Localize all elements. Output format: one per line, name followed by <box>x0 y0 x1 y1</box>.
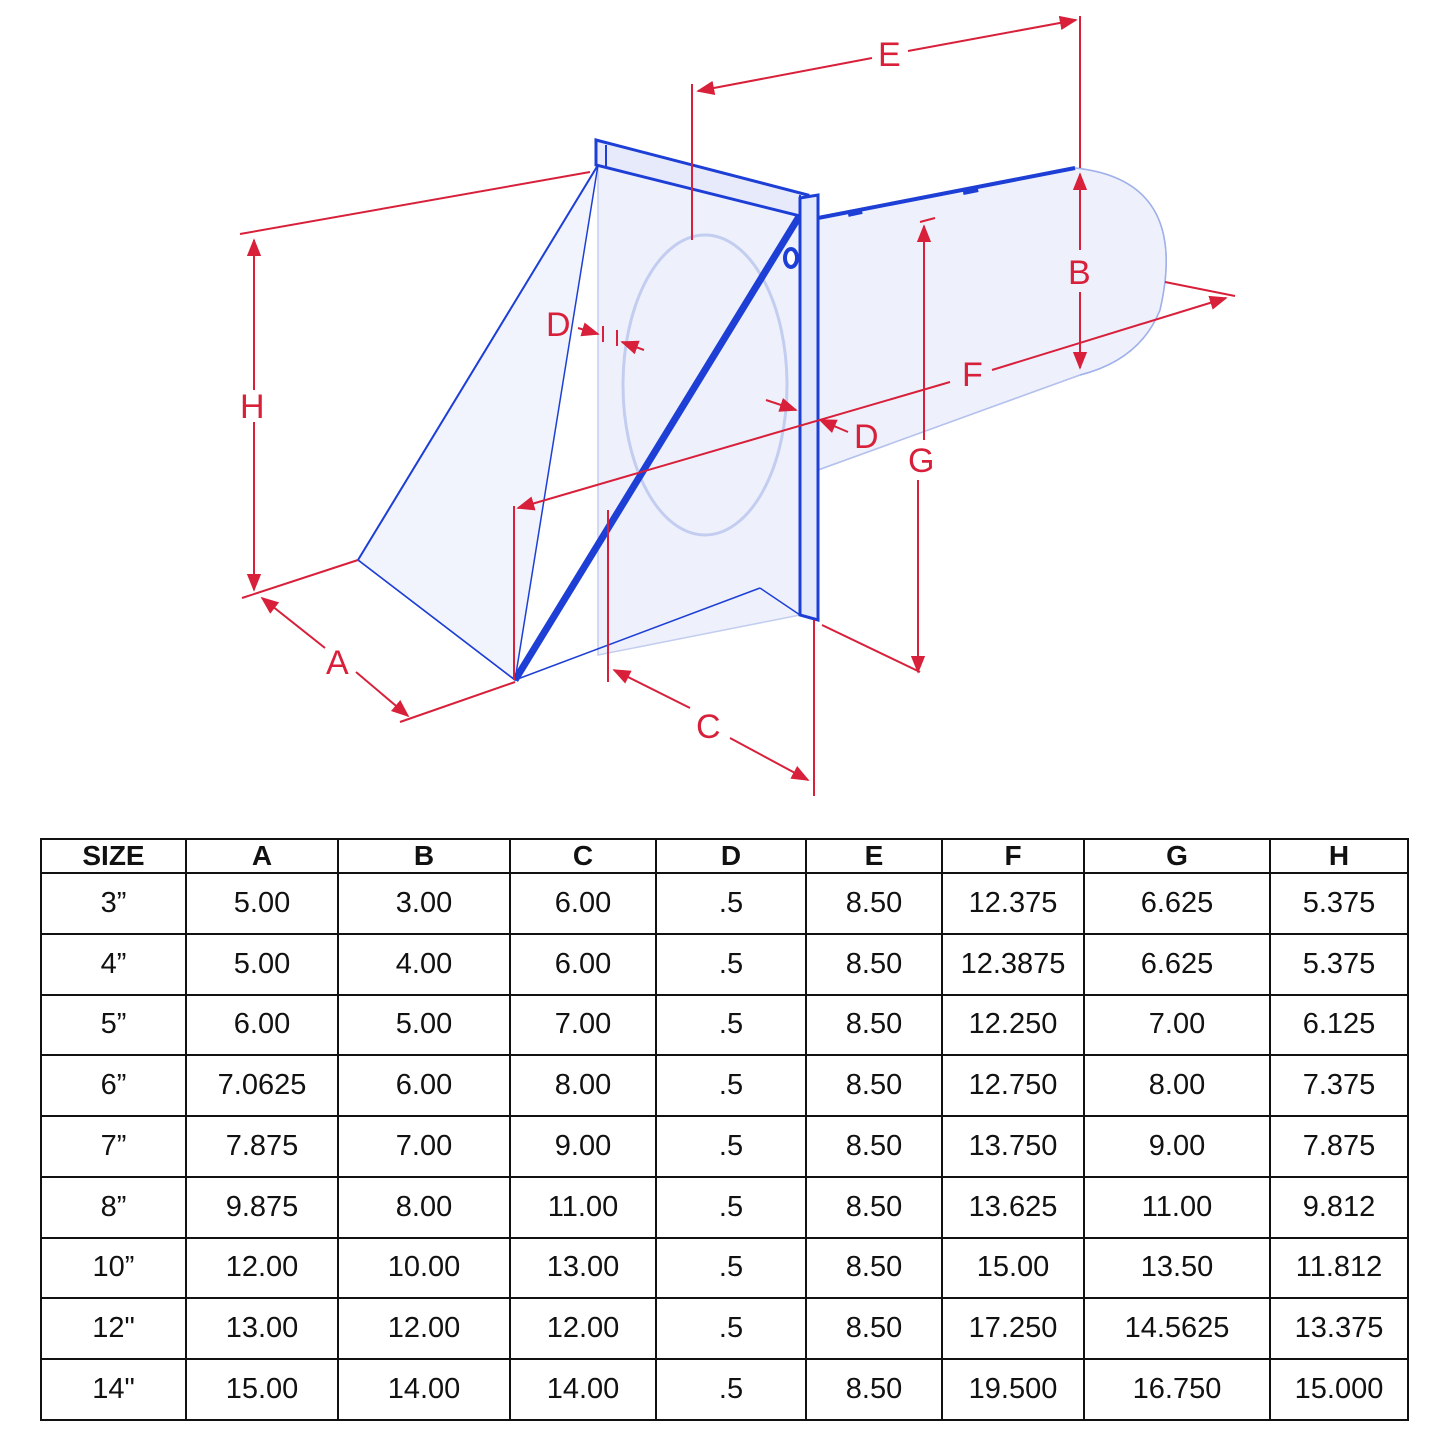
table-cell-h: 11.812 <box>1270 1238 1408 1299</box>
table-row <box>41 1055 1408 1116</box>
table-cell-h: 5.375 <box>1270 934 1408 995</box>
table-cell-e: 8.50 <box>806 1177 942 1238</box>
table-row <box>41 1177 1408 1238</box>
header-size: SIZE <box>41 839 186 873</box>
a-extension <box>400 682 515 722</box>
header-f: F <box>942 839 1084 873</box>
table-cell-g: 8.00 <box>1084 1055 1270 1116</box>
table-cell-h: 7.875 <box>1270 1116 1408 1177</box>
table-cell-d: .5 <box>656 1116 806 1177</box>
table-cell-d: .5 <box>656 1177 806 1238</box>
mounting-plate <box>598 165 800 655</box>
table-row <box>41 873 1408 934</box>
table-cell-c: 8.00 <box>510 1055 656 1116</box>
table-cell-h: 15.000 <box>1270 1359 1408 1420</box>
table-cell-a: 7.0625 <box>186 1055 338 1116</box>
table-cell-f: 12.250 <box>942 995 1084 1056</box>
table-cell-d: .5 <box>656 1298 806 1359</box>
h-extension-bottom <box>242 560 358 598</box>
table-cell-a: 12.00 <box>186 1238 338 1299</box>
table-cell-a: 9.875 <box>186 1177 338 1238</box>
table-cell-f: 12.375 <box>942 873 1084 934</box>
table-cell-d: .5 <box>656 1055 806 1116</box>
table-cell-h: 6.125 <box>1270 995 1408 1056</box>
label-a: A <box>326 644 349 682</box>
a-arrow-bottom <box>356 672 408 716</box>
hinge-bolt <box>785 249 797 267</box>
table-cell-g: 14.5625 <box>1084 1298 1270 1359</box>
table-row <box>41 1238 1408 1299</box>
label-c: C <box>696 708 721 746</box>
table-cell-d: .5 <box>656 873 806 934</box>
g-extension-bottom <box>822 625 920 672</box>
table-cell-d: .5 <box>656 1359 806 1420</box>
table-cell-e: 8.50 <box>806 934 942 995</box>
label-h: H <box>240 388 265 426</box>
table-cell-g: 6.625 <box>1084 934 1270 995</box>
header-g: G <box>1084 839 1270 873</box>
table-cell-e: 8.50 <box>806 995 942 1056</box>
table-cell-d: .5 <box>656 1238 806 1299</box>
table-cell-f: 12.3875 <box>942 934 1084 995</box>
wall-flange <box>800 195 818 620</box>
header-h: H <box>1270 839 1408 873</box>
label-e: E <box>878 36 901 74</box>
table-cell-f: 12.750 <box>942 1055 1084 1116</box>
table-cell-h: 7.375 <box>1270 1055 1408 1116</box>
table-cell-size: 4” <box>41 934 186 995</box>
table-cell-size: 12" <box>41 1298 186 1359</box>
table-cell-b: 3.00 <box>338 873 510 934</box>
header-c: C <box>510 839 656 873</box>
table-cell-e: 8.50 <box>806 1055 942 1116</box>
table-cell-g: 9.00 <box>1084 1116 1270 1177</box>
table-cell-b: 10.00 <box>338 1238 510 1299</box>
table-cell-c: 7.00 <box>510 995 656 1056</box>
table-cell-h: 5.375 <box>1270 873 1408 934</box>
label-g: G <box>908 442 935 480</box>
table-header-row <box>41 839 1408 873</box>
h-extension-top <box>240 172 590 234</box>
table-cell-g: 13.50 <box>1084 1238 1270 1299</box>
table-cell-g: 11.00 <box>1084 1177 1270 1238</box>
d-top-arrow-in <box>578 328 598 334</box>
c-arrow-right <box>730 738 808 780</box>
table-cell-b: 14.00 <box>338 1359 510 1420</box>
label-d-bottom: D <box>854 418 879 456</box>
table-cell-b: 5.00 <box>338 995 510 1056</box>
e-arrow-right <box>908 20 1076 51</box>
table-cell-e: 8.50 <box>806 873 942 934</box>
table-cell-g: 6.625 <box>1084 873 1270 934</box>
table-cell-g: 16.750 <box>1084 1359 1270 1420</box>
table-cell-h: 9.812 <box>1270 1177 1408 1238</box>
table-cell-a: 13.00 <box>186 1298 338 1359</box>
table-cell-d: .5 <box>656 995 806 1056</box>
header-a: A <box>186 839 338 873</box>
f-extension-right <box>1165 282 1235 296</box>
e-arrow-left <box>698 58 872 91</box>
table-cell-a: 5.00 <box>186 934 338 995</box>
table-row <box>41 1298 1408 1359</box>
table-cell-f: 17.250 <box>942 1298 1084 1359</box>
table-cell-f: 13.625 <box>942 1177 1084 1238</box>
table-cell-a: 15.00 <box>186 1359 338 1420</box>
a-arrow-top <box>262 598 325 648</box>
table-cell-size: 7” <box>41 1116 186 1177</box>
size-dimensions-table <box>40 838 1409 1421</box>
table-cell-size: 8” <box>41 1177 186 1238</box>
label-b: B <box>1068 254 1091 292</box>
table-cell-b: 8.00 <box>338 1177 510 1238</box>
table-row <box>41 934 1408 995</box>
vent-drawing <box>358 140 1166 680</box>
table-row <box>41 1116 1408 1177</box>
c-arrow-left <box>614 670 690 708</box>
table-row <box>41 995 1408 1056</box>
table-cell-h: 13.375 <box>1270 1298 1408 1359</box>
table-cell-b: 4.00 <box>338 934 510 995</box>
table-cell-a: 6.00 <box>186 995 338 1056</box>
table-cell-c: 11.00 <box>510 1177 656 1238</box>
table-cell-c: 6.00 <box>510 873 656 934</box>
table-cell-a: 5.00 <box>186 873 338 934</box>
table-cell-b: 6.00 <box>338 1055 510 1116</box>
header-e: E <box>806 839 942 873</box>
table-row <box>41 1359 1408 1420</box>
table-cell-e: 8.50 <box>806 1116 942 1177</box>
table-cell-g: 7.00 <box>1084 995 1270 1056</box>
table-cell-size: 14" <box>41 1359 186 1420</box>
table-cell-c: 6.00 <box>510 934 656 995</box>
table-cell-size: 5” <box>41 995 186 1056</box>
table-cell-d: .5 <box>656 934 806 995</box>
table-cell-e: 8.50 <box>806 1238 942 1299</box>
table-cell-a: 7.875 <box>186 1116 338 1177</box>
table-cell-f: 15.00 <box>942 1238 1084 1299</box>
table-cell-f: 13.750 <box>942 1116 1084 1177</box>
table-cell-c: 12.00 <box>510 1298 656 1359</box>
table-cell-f: 19.500 <box>942 1359 1084 1420</box>
table-cell-size: 3” <box>41 873 186 934</box>
table-cell-size: 6” <box>41 1055 186 1116</box>
table-cell-e: 8.50 <box>806 1298 942 1359</box>
label-d-top: D <box>546 306 571 344</box>
table-cell-b: 7.00 <box>338 1116 510 1177</box>
table-cell-c: 9.00 <box>510 1116 656 1177</box>
header-d: D <box>656 839 806 873</box>
table-cell-c: 13.00 <box>510 1238 656 1299</box>
table-cell-e: 8.50 <box>806 1359 942 1420</box>
table-cell-size: 10” <box>41 1238 186 1299</box>
header-b: B <box>338 839 510 873</box>
table-cell-c: 14.00 <box>510 1359 656 1420</box>
table-body <box>41 873 1408 1420</box>
table-cell-b: 12.00 <box>338 1298 510 1359</box>
label-f: F <box>962 356 983 394</box>
